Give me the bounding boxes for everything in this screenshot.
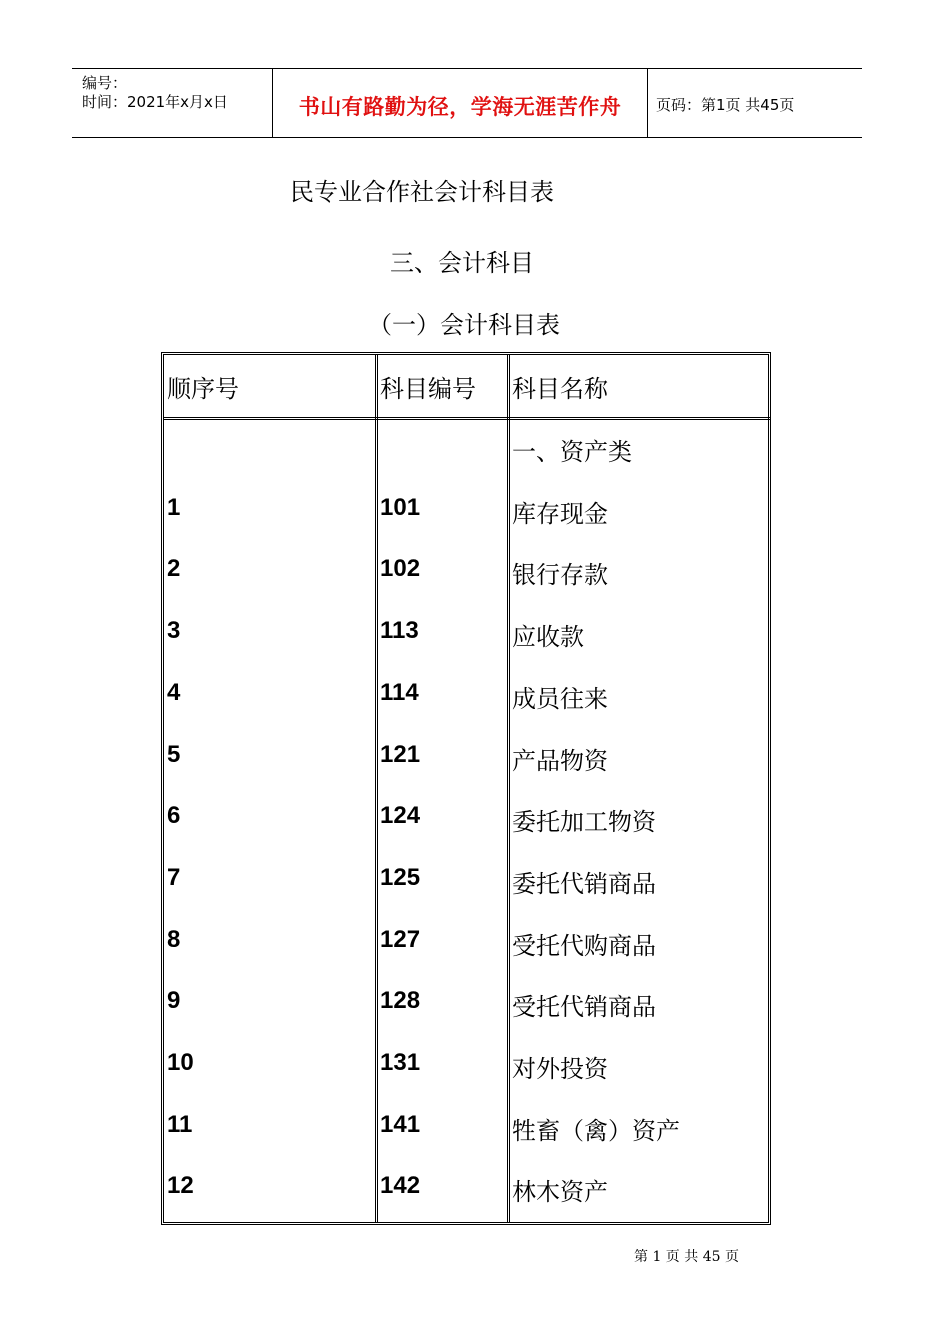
- row-seq: 3: [167, 617, 181, 645]
- column-header-code: 科目编号: [380, 375, 476, 403]
- column-divider: [375, 355, 378, 1222]
- table-row: [164, 617, 770, 657]
- row-name: 对外投资: [512, 1055, 608, 1083]
- table-row: [164, 802, 770, 842]
- subsection-heading: （一）会计科目表: [368, 311, 560, 339]
- section-heading: 三、会计科目: [390, 249, 534, 277]
- row-name: 委托代销商品: [512, 869, 656, 898]
- row-seq: 4: [167, 678, 181, 706]
- row-name: 委托加工物资: [512, 808, 656, 837]
- table-row: [164, 679, 770, 719]
- page-footer: 第 1 页 共 45 页: [634, 1249, 739, 1265]
- row-seq: 2: [167, 555, 181, 583]
- row-name: 一、资产类: [512, 438, 632, 466]
- column-header-name: 科目名称: [512, 375, 608, 403]
- row-name: 银行存款: [512, 561, 608, 590]
- row-seq: 8: [167, 925, 181, 953]
- row-name: 应收款: [512, 623, 584, 652]
- table-row: [164, 1172, 770, 1212]
- column-header-seq: 顺序号: [167, 375, 239, 403]
- accounts-table: [161, 352, 771, 1225]
- row-seq: 12: [167, 1172, 194, 1200]
- row-code: 127: [380, 925, 421, 953]
- row-name: 牲畜（禽）资产: [512, 1116, 680, 1145]
- table-row: [164, 864, 770, 904]
- row-seq: 1: [167, 493, 181, 521]
- table-row: [164, 987, 770, 1027]
- table-row: [164, 494, 770, 534]
- row-code: 128: [380, 987, 421, 1015]
- row-seq: 6: [167, 802, 181, 830]
- row-seq: 11: [167, 1110, 193, 1138]
- row-name: 库存现金: [512, 499, 608, 528]
- table-row: [164, 555, 770, 595]
- column-divider: [507, 355, 510, 1222]
- header-divider: [164, 417, 770, 420]
- number-label: 编号：: [82, 74, 128, 92]
- document-title: 民专业合作社会计科目表: [290, 178, 554, 206]
- row-seq: 5: [167, 740, 181, 768]
- row-name: 成员往来: [512, 684, 608, 713]
- header-meta: [72, 69, 272, 137]
- row-seq: 7: [167, 863, 181, 891]
- motto-text: 书山有路勤为径，学海无涯苦作舟: [298, 95, 622, 119]
- row-name: 林木资产: [512, 1178, 608, 1207]
- header-page-info: 页码：第1页 共45页: [656, 96, 795, 114]
- page-header: [72, 68, 862, 138]
- row-name: 受托代销商品: [512, 993, 656, 1022]
- header-page-cell: [648, 69, 862, 137]
- row-name: 产品物资: [512, 746, 608, 775]
- table-row: [164, 1049, 770, 1089]
- table-row: [164, 1111, 770, 1151]
- row-code: 124: [380, 802, 421, 830]
- row-name: 受托代购商品: [512, 931, 656, 960]
- row-code: 113: [380, 617, 419, 645]
- time-label: 时间：2021年x月x日: [82, 93, 228, 111]
- row-code: 101: [380, 493, 421, 521]
- table-row: [164, 741, 770, 781]
- header-motto-cell: [272, 69, 648, 137]
- row-code: 121: [380, 740, 421, 768]
- row-code: 131: [380, 1049, 421, 1076]
- row-code: 141: [380, 1110, 421, 1138]
- row-code: 142: [380, 1172, 421, 1200]
- row-code: 125: [380, 863, 421, 891]
- table-row: [164, 432, 770, 472]
- row-code: 102: [380, 555, 421, 583]
- table-row: [164, 926, 770, 966]
- row-code: 114: [380, 678, 419, 706]
- row-seq: 9: [167, 987, 181, 1015]
- row-seq: 10: [167, 1049, 194, 1076]
